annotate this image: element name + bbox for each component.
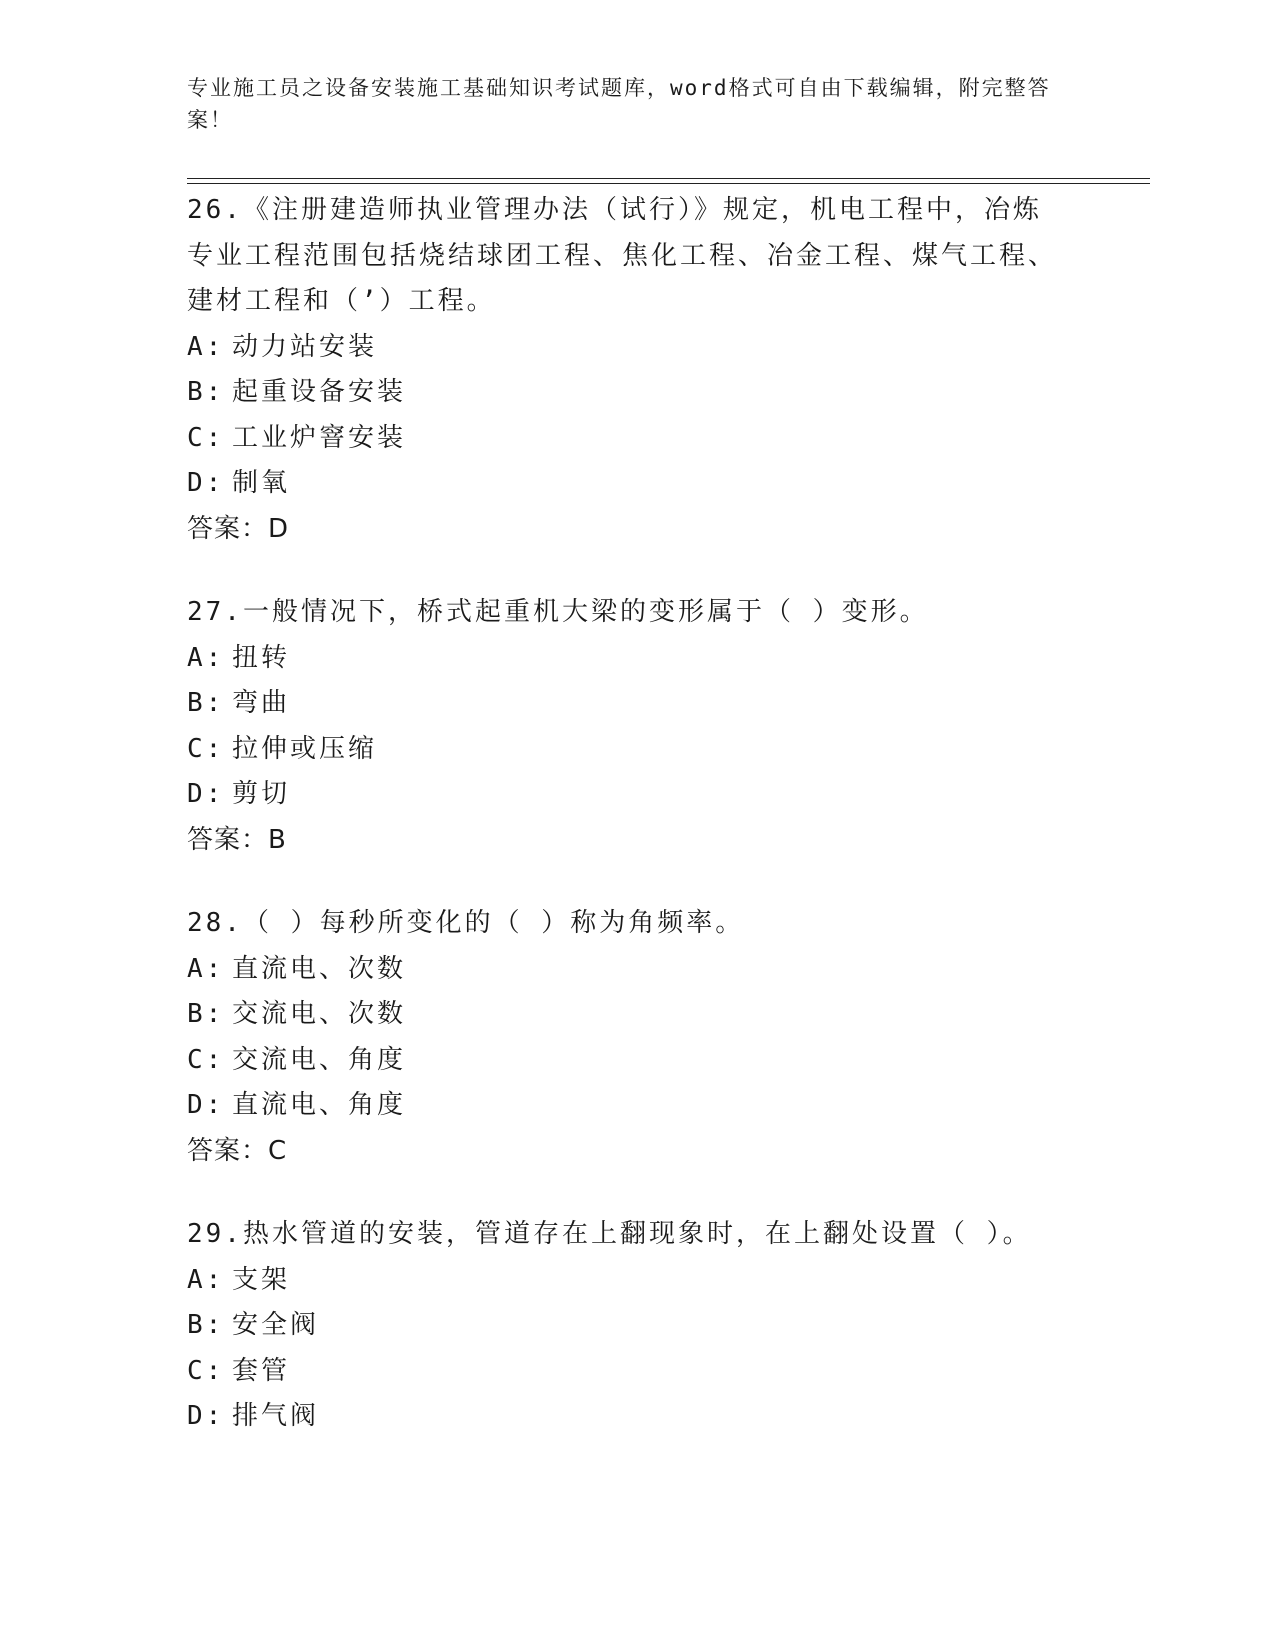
- option-text: 支架: [232, 1264, 291, 1295]
- option-text: 拉伸或压缩: [232, 733, 378, 764]
- option-d: [187, 461, 1087, 507]
- option-text: 交流电、角度: [232, 1044, 407, 1075]
- option-letter: D:: [187, 468, 225, 498]
- question-26: [187, 188, 1087, 552]
- document-header: 专业施工员之设备安装施工基础知识考试题库，word格式可自由下载编辑，附完整答案！: [187, 76, 1051, 132]
- option-letter: A:: [187, 1264, 225, 1295]
- question-28: [187, 901, 1087, 1174]
- option-c: [187, 416, 1087, 462]
- option-b: [187, 370, 1087, 416]
- option-letter: B:: [187, 999, 225, 1029]
- option-text: 工业炉窨安装: [232, 422, 407, 453]
- option-letter: C:: [187, 733, 225, 764]
- question-stem: 27.一般情况下，桥式起重机大梁的变形属于（ ）变形。: [187, 597, 929, 627]
- option-letter: A:: [187, 331, 225, 362]
- option-text: 动力站安装: [232, 331, 378, 362]
- option-text: 直流电、次数: [232, 953, 407, 984]
- option-c: [187, 1038, 1087, 1084]
- option-a: [187, 947, 1087, 993]
- option-d: [187, 772, 1087, 818]
- option-c: [187, 1349, 1087, 1395]
- answer-line: 答案：D: [187, 513, 290, 544]
- option-text: 交流电、次数: [232, 999, 407, 1029]
- option-letter: A:: [187, 642, 225, 673]
- option-a: [187, 636, 1087, 682]
- question-stem: 29.热水管道的安装，管道存在上翻现象时，在上翻处设置（ ）。: [187, 1219, 1032, 1249]
- option-text: 起重设备安装: [232, 377, 407, 407]
- option-c: [187, 727, 1087, 773]
- option-b: [187, 1303, 1087, 1349]
- question-29: [187, 1212, 1087, 1440]
- answer-line: 答案：C: [187, 1135, 288, 1166]
- option-text: 安全阀: [232, 1310, 320, 1340]
- option-letter: B:: [187, 688, 225, 718]
- question-stem: 26.《注册建造师执业管理办法（试行）》规定，机电工程中，冶炼专业工程范围包括烧结球团工程、焦化工程、冶金工程、煤气工程、建材工程和（’）工程。: [187, 195, 1058, 316]
- option-a: [187, 325, 1087, 371]
- option-letter: B:: [187, 377, 225, 407]
- header-rule-bottom: [187, 183, 1150, 184]
- question-list: [187, 188, 1087, 1478]
- question-27: [187, 590, 1087, 863]
- option-letter: C:: [187, 1355, 225, 1386]
- option-text: 扭转: [232, 642, 291, 673]
- option-letter: D:: [187, 779, 225, 809]
- option-text: 排气阀: [232, 1401, 320, 1431]
- option-b: [187, 681, 1087, 727]
- option-letter: C:: [187, 422, 225, 453]
- option-letter: D:: [187, 1090, 225, 1120]
- option-text: 套管: [232, 1355, 291, 1386]
- option-letter: A:: [187, 953, 225, 984]
- option-letter: B:: [187, 1310, 225, 1340]
- option-text: 制氧: [232, 468, 291, 498]
- answer-line: 答案：B: [187, 824, 287, 855]
- option-letter: D:: [187, 1401, 225, 1431]
- option-d: [187, 1083, 1087, 1129]
- option-letter: C:: [187, 1044, 225, 1075]
- option-text: 剪切: [232, 779, 291, 809]
- option-text: 直流电、角度: [232, 1090, 407, 1120]
- option-text: 弯曲: [232, 688, 291, 718]
- header-rule-top: [187, 178, 1150, 179]
- question-stem: 28.（ ）每秒所变化的（ ）称为角频率。: [187, 908, 745, 938]
- option-d: [187, 1394, 1087, 1440]
- option-a: [187, 1258, 1087, 1304]
- option-b: [187, 992, 1087, 1038]
